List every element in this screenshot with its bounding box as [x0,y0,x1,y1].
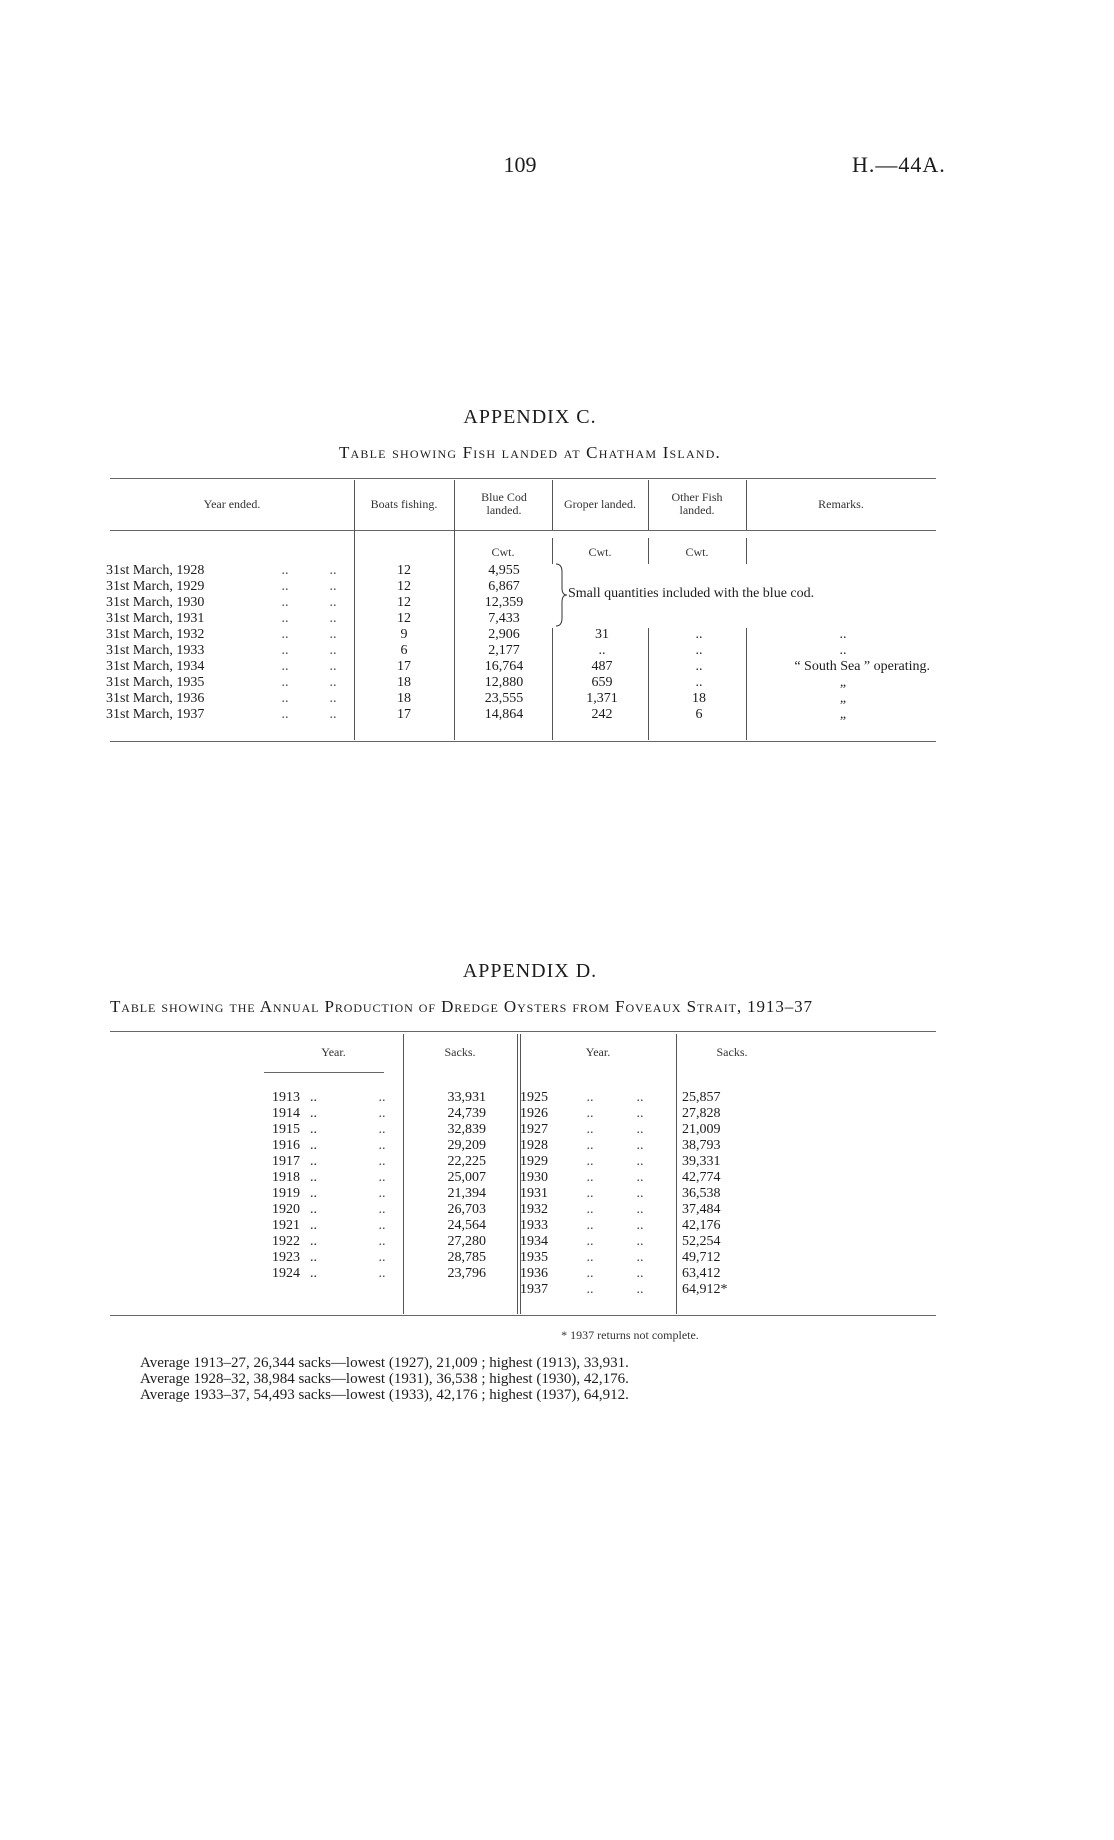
table-row [106,563,938,579]
table-c-other-fish-cell: 6 [695,707,703,722]
table-c-leader-dots: .. [329,579,337,594]
table-row [106,627,938,643]
table-d-spacer [398,1250,430,1266]
table-d-year-cell: 1931 [520,1186,548,1201]
table-c-remarks-cell: .. [839,627,847,642]
table-row [106,579,938,595]
table-d-year-cell: 1920 [272,1202,300,1217]
table-d-spacer [658,1106,682,1122]
table-row [272,1250,738,1266]
table-c-year-cell: 31st March, 1930 [106,595,205,610]
table-c-blue-cod-cell: 12,359 [484,595,524,610]
table-d-sacks-cell: 27,280 [447,1234,486,1249]
table-c-boats-cell: 12 [397,579,411,594]
table-d-leader-dots: .. [586,1202,594,1217]
table-d-spacer [398,1202,430,1218]
table-d-sacks-cell: 23,796 [447,1266,486,1281]
table-d-header-rule [264,1072,384,1073]
table-d-spacer [658,1202,682,1218]
table-c-groper-cell [554,579,650,595]
table-d-leader-dots: .. [310,1138,317,1153]
table-d-leader-dots: .. [378,1170,386,1185]
table-c-groper-cell: 1,371 [586,691,618,706]
table-d-leader-dots: .. [378,1138,386,1153]
table-c-year-cell: 31st March, 1936 [106,691,205,706]
table-d-spacer [658,1138,682,1154]
table-c-leader-dots: .. [329,659,337,674]
table-d-leader-dots: .. [636,1282,644,1297]
table-d-sacks-cell: 25,007 [447,1170,486,1185]
unit-cwt-blue-cod: Cwt. [491,545,515,559]
table-c-leader-dots: .. [329,675,337,690]
table-c-leader-dots: .. [281,595,289,610]
table-d-sacks-cell: 36,538 [682,1186,721,1201]
table-c-blue-cod-cell: 2,177 [488,643,520,658]
table-d-year-cell: 1936 [520,1266,548,1281]
table-c-remarks-cell: „ [839,707,847,722]
table-c-boats-cell: 12 [397,611,411,626]
table-d-footnote: * 1937 returns not complete. [561,1328,699,1342]
table-d-year-cell: 1935 [520,1250,548,1265]
column-header-sacks: Sacks. [444,1045,476,1059]
table-d-bottom-rule [110,1315,936,1316]
table-d-year-cell: 1924 [272,1266,300,1281]
table-c-blue-cod-cell: 4,955 [488,563,520,578]
table-c-remarks-cell: “ South Sea ” operating. [794,659,930,674]
table-d-spacer [398,1122,430,1138]
table-c-blue-cod-cell: 7,433 [488,611,520,626]
table-row [272,1282,738,1298]
table-row [106,659,938,675]
table-c-leader-dots: .. [281,643,289,658]
table-d-leader-dots: .. [636,1090,644,1105]
table-d-year-cell: 1933 [520,1218,548,1233]
table-c-other-fish-cell: .. [695,627,703,642]
table-c-leader-dots: .. [329,643,337,658]
table-d-leader-dots [366,1282,398,1298]
table-c-other-fish-cell [650,595,748,611]
column-header-boats-fishing: Boats fishing. [370,497,438,511]
table-c-other-fish-cell [650,563,748,579]
table-d-spacer [398,1186,430,1202]
table-row [272,1154,738,1170]
table-c-leader-dots: .. [329,627,337,642]
table-d-sacks-cell: 42,774 [682,1170,721,1185]
table-d-year-cell: 1926 [520,1106,548,1121]
table-row [106,675,938,691]
table-d-sacks-cell: 22,225 [447,1154,486,1169]
table-row [272,1202,738,1218]
table-row [272,1186,738,1202]
table-d-leader-dots: .. [310,1250,317,1265]
table-d-year-cell: 1923 [272,1250,300,1265]
table-c-blue-cod-cell: 14,864 [484,707,524,722]
table-d-leader-dots: .. [310,1090,317,1105]
table-c-other-fish-cell: 18 [692,691,706,706]
table-d-sacks-cell: 42,176 [682,1218,721,1233]
table-d-year-cell: 1915 [272,1122,300,1137]
average-line-1: Average 1913–27, 26,344 sacks—lowest (1927), 21,009 ; highest (1913), 33,931. [140,1355,629,1371]
table-d-leader-dots: .. [378,1250,386,1265]
table-row [272,1138,738,1154]
table-d-sacks-cell: 63,412 [682,1266,721,1281]
table-d-spacer [486,1282,520,1298]
table-d-leader-dots: .. [378,1202,386,1217]
table-d-spacer [486,1122,520,1138]
table-d-leader-dots: .. [636,1266,644,1281]
table-d-sacks-cell: 38,793 [682,1138,721,1153]
column-header-groper: Groper landed. [564,497,636,511]
table-row [106,595,938,611]
table-d-sacks-cell: 64,912* [682,1282,728,1297]
table-c-leader-dots: .. [281,611,289,626]
table-d-leader-dots: .. [586,1138,594,1153]
table-d-leader-dots: .. [586,1266,594,1281]
table-row [272,1170,738,1186]
table-d-leader-dots: .. [378,1106,386,1121]
table-c-groper-cell [554,611,650,627]
table-d-leader-dots: .. [636,1106,644,1121]
table-d-year-cell: 1937 [520,1282,548,1297]
table-c-leader-dots: .. [281,579,289,594]
table-d-spacer [658,1282,682,1298]
table-c-leader-dots: .. [329,691,337,706]
table-row [106,707,938,723]
table-d-leader-dots: .. [586,1218,594,1233]
table-d-spacer [398,1266,430,1282]
table-d-leader-dots: .. [586,1282,594,1297]
table-d-sacks-cell: 37,484 [682,1202,721,1217]
table-d-leader-dots: .. [586,1106,594,1121]
table-d-sacks-cell: 29,209 [447,1138,486,1153]
column-header-other-fish: Other Fish landed. [671,490,723,517]
table-row [106,643,938,659]
table-d-body [272,1090,738,1298]
table-c-groper-cell: 487 [591,659,613,674]
table-c-leader-dots: .. [281,627,289,642]
table-d-year-cell: 1932 [520,1202,548,1217]
appendix-d-table-title: Table showing the Annual Production of Dredge Oysters from Foveaux Strait, 1913–37 [110,997,813,1016]
table-d-sacks-cell: 49,712 [682,1250,721,1265]
table-row [272,1090,738,1106]
table-d-spacer [398,1218,430,1234]
table-d-leader-dots: .. [636,1202,644,1217]
column-header-year-2: Year. [585,1045,611,1059]
table-d-sacks-cell: 24,564 [447,1218,486,1233]
table-d-leader-dots: .. [636,1250,644,1265]
table-c-year-cell: 31st March, 1932 [106,627,205,642]
table-c-leader-dots: .. [281,675,289,690]
table-d-sacks-cell [430,1282,486,1298]
table-row [272,1266,738,1282]
table-c-blue-cod-cell: 23,555 [484,691,524,706]
table-c-groper-cell: .. [598,643,606,658]
bracket-note: Small quantities included with the blue cod. [568,586,815,601]
table-c-leader-dots: .. [329,563,337,578]
table-d-leader-dots: .. [636,1122,644,1137]
table-d-spacer [398,1170,430,1186]
table-d-sacks-cell: 26,703 [447,1202,486,1217]
table-c-boats-cell: 18 [397,675,411,690]
table-d-sacks-cell: 52,254 [682,1234,721,1249]
table-c-remarks-cell [748,579,938,595]
table-c-year-cell: 31st March, 1931 [106,611,205,626]
table-c-blue-cod-cell: 16,764 [484,659,524,674]
table-d-leader-dots: .. [586,1154,594,1169]
table-d-leader-dots: .. [310,1106,317,1121]
table-c-remarks-cell: .. [839,643,847,658]
table-c-boats-cell: 18 [397,691,411,706]
table-c-bottom-rule [110,741,936,742]
table-d-leader-dots: .. [636,1186,644,1201]
table-c-boats-cell: 6 [400,643,408,658]
table-d-year-cell: 1927 [520,1122,548,1137]
table-c-boats-cell: 12 [397,563,411,578]
table-d-year-cell: 1934 [520,1234,548,1249]
table-c-body [106,563,938,723]
table-d-sacks-cell: 32,839 [447,1122,486,1137]
table-d-sacks-cell: 25,857 [682,1090,721,1105]
table-d-leader-dots: .. [310,1202,317,1217]
unit-cwt-groper: Cwt. [588,545,612,559]
table-c-other-fish-cell: .. [695,659,703,674]
table-row [106,691,938,707]
table-c-remarks-cell [748,611,938,627]
table-d-spacer [486,1154,520,1170]
table-d-spacer [486,1218,520,1234]
table-d-leader-dots: .. [310,1234,317,1249]
table-c-groper-cell: 31 [595,627,609,642]
table-c-leader-dots: .. [281,707,289,722]
table-c-other-fish-cell: .. [695,675,703,690]
table-d-spacer [398,1106,430,1122]
table-c-blue-cod-cell: 2,906 [488,627,520,642]
table-d-year-cell: 1925 [520,1090,548,1105]
table-d-spacer [398,1138,430,1154]
table-c-leader-dots: .. [329,595,337,610]
table-d-sacks-cell: 27,828 [682,1106,721,1121]
appendix-c-title: APPENDIX C. [463,406,597,428]
table-c-year-cell: 31st March, 1928 [106,563,205,578]
table-d-leader-dots: .. [310,1218,317,1233]
table-c-groper-cell: 659 [591,675,613,690]
table-c-blue-cod-cell: 12,880 [484,675,524,690]
table-d-spacer [398,1154,430,1170]
table-d-spacer [658,1250,682,1266]
table-c-other-fish-cell [650,579,748,595]
table-d-spacer [658,1186,682,1202]
table-c-leader-dots: .. [281,563,289,578]
table-row [272,1234,738,1250]
table-d-leader-dots: .. [636,1138,644,1153]
table-d-year-cell: 1922 [272,1234,300,1249]
table-d-year-cell: 1930 [520,1170,548,1185]
table-row [272,1218,738,1234]
table-c-remarks-cell: „ [839,675,847,690]
table-d-leader-dots: .. [378,1154,386,1169]
column-header-year: Year. [321,1045,346,1059]
table-row [106,611,938,627]
document-reference: H.—44A. [852,152,946,177]
table-c-other-fish-cell [650,611,748,627]
table-c-year-cell: 31st March, 1933 [106,643,205,658]
table-d-leader-dots: .. [636,1154,644,1169]
column-header-sacks-2: Sacks. [716,1045,748,1059]
table-c-col-divider [746,538,747,564]
table-d-top-rule [110,1031,936,1032]
table-d-leader-dots: .. [310,1170,317,1185]
table-c-year-cell: 31st March, 1934 [106,659,205,674]
table-d-leader-dots: .. [636,1218,644,1233]
table-c-groper-cell [554,563,650,579]
table-d-leader-dots: .. [636,1234,644,1249]
appendix-d-title: APPENDIX D. [462,960,598,982]
table-d-spacer [486,1234,520,1250]
table-d-year-cell: 1917 [272,1154,300,1169]
table-d-leader-dots: .. [586,1234,594,1249]
table-d-sacks-cell: 24,739 [447,1106,486,1121]
table-d-leader-dots: .. [378,1122,386,1137]
unit-cwt-other: Cwt. [685,545,709,559]
table-d-sacks-cell: 39,331 [682,1154,721,1169]
table-d-spacer [398,1090,430,1106]
table-c-leader-dots: .. [281,659,289,674]
table-c-other-fish-cell: .. [695,643,703,658]
table-c-boats-cell: 9 [400,627,408,642]
table-d-spacer [658,1090,682,1106]
table-c-year-cell: 31st March, 1935 [106,675,205,690]
table-d-spacer [658,1122,682,1138]
table-d-year-cell: 1928 [520,1138,548,1153]
table-d-year-cell: 1913 [272,1090,300,1105]
table-d-spacer [486,1186,520,1202]
table-d-year-cell [272,1282,310,1298]
table-d-spacer [398,1234,430,1250]
table-d-leader-dots: .. [586,1170,594,1185]
table-row [272,1106,738,1122]
column-header-year-ended: Year ended. [203,497,261,511]
table-d-year-cell: 1916 [272,1138,300,1153]
table-c-boats-cell: 12 [397,595,411,610]
table-c-remarks-cell [748,595,938,611]
table-d-spacer [658,1154,682,1170]
table-c-remarks-cell [748,563,938,579]
table-d-sacks-cell: 33,931 [447,1090,486,1105]
table-d-leader-dots: .. [586,1186,594,1201]
table-d-year-cell: 1918 [272,1170,300,1185]
table-d-leader-dots: .. [310,1186,317,1201]
table-c-header-rule [110,530,936,531]
column-header-remarks: Remarks. [818,497,864,511]
table-d-spacer [486,1266,520,1282]
table-c-year-cell: 31st March, 1937 [106,707,205,722]
average-line-3: Average 1933–37, 54,493 sacks—lowest (1933), 42,176 ; highest (1937), 64,912. [140,1387,629,1403]
table-c-boats-cell: 17 [397,659,411,674]
table-d-sacks-cell: 21,009 [682,1122,721,1137]
column-header-blue-cod: Blue Cod landed. [481,490,527,517]
table-d-leader-dots: .. [310,1154,317,1169]
table-d-spacer [486,1106,520,1122]
table-d-leader-dots: .. [378,1218,386,1233]
table-d-year-cell: 1919 [272,1186,300,1201]
table-d-spacer [486,1090,520,1106]
table-d-leader-dots: .. [378,1090,386,1105]
table-d-leader-dots: .. [378,1186,386,1201]
table-c-leader-dots: .. [281,691,289,706]
average-line-2: Average 1928–32, 38,984 sacks—lowest (1931), 36,538 ; highest (1930), 42,176. [140,1371,629,1387]
table-d-leader-dots: .. [586,1250,594,1265]
table-d-spacer [486,1202,520,1218]
table-c-year-cell: 31st March, 1929 [106,579,205,594]
table-d-year-cell: 1921 [272,1218,300,1233]
table-c-leader-dots: .. [329,707,337,722]
table-row [272,1122,738,1138]
table-d-leader-dots: .. [310,1122,317,1137]
table-d-spacer [658,1218,682,1234]
table-d-leader-dots: .. [310,1266,317,1281]
table-d-year-cell: 1914 [272,1106,300,1121]
table-d-sacks-cell: 21,394 [447,1186,486,1201]
table-c-groper-cell [554,595,650,611]
table-d-leader-dots [310,1282,366,1298]
table-d-spacer [486,1250,520,1266]
table-d-year-cell: 1929 [520,1154,548,1169]
table-c-boats-cell: 17 [397,707,411,722]
table-d-spacer [398,1282,430,1298]
table-d-sacks-cell: 28,785 [447,1250,486,1265]
table-d-spacer [658,1266,682,1282]
table-c-col-divider [648,480,649,530]
table-d-leader-dots: .. [586,1090,594,1105]
page-number: 109 [503,152,537,177]
table-c-top-rule [110,478,936,479]
table-d-leader-dots: .. [586,1122,594,1137]
table-d-leader-dots: .. [636,1170,644,1185]
table-d-spacer [486,1138,520,1154]
table-c-groper-cell: 242 [591,707,613,722]
table-d-spacer [658,1170,682,1186]
table-d-spacer [486,1170,520,1186]
table-c-remarks-cell: „ [839,691,847,706]
appendix-c-table-title: Table showing Fish landed at Chatham Island. [338,443,722,462]
table-d-spacer [658,1234,682,1250]
table-c-blue-cod-cell: 6,867 [488,579,520,594]
table-d-leader-dots: .. [378,1266,386,1281]
table-c-leader-dots: .. [329,611,337,626]
table-d-leader-dots: .. [378,1234,386,1249]
